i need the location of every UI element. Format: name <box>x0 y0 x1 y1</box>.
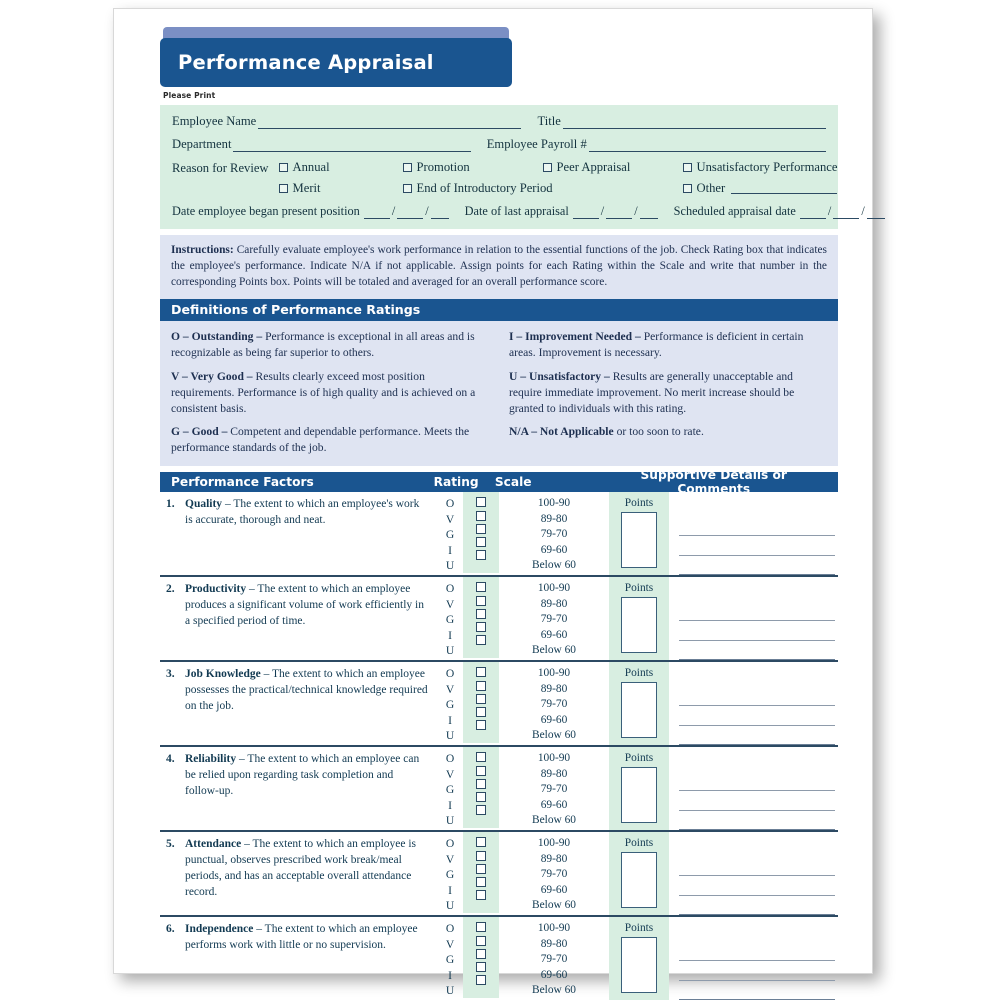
scale-value: 69-60 <box>540 543 568 556</box>
title-plate <box>160 27 838 100</box>
reason-option-peer-appraisal[interactable] <box>543 160 683 175</box>
points-label: Points <box>624 667 654 680</box>
date-slash: / <box>861 204 865 218</box>
factor-row <box>160 832 838 917</box>
comment-line-input[interactable] <box>679 556 835 576</box>
column-header-scale: Scale <box>494 475 532 490</box>
scale-cell <box>499 577 609 660</box>
scale-cell <box>499 832 609 915</box>
rating-checkbox-icon[interactable] <box>476 707 486 717</box>
scale-value: 100-90 <box>537 837 571 850</box>
scale-value: 69-60 <box>540 713 568 726</box>
checkbox-icon[interactable] <box>683 184 692 193</box>
definition-text: Performance is exceptional in all areas and is recognizable as being far superior to others. <box>171 329 475 359</box>
reason-label: Reason for Review <box>172 161 269 175</box>
points-label: Points <box>624 752 654 765</box>
name-title-row <box>172 114 826 129</box>
scale-value: Below 60 <box>532 644 576 657</box>
comment-line-input[interactable] <box>679 726 835 746</box>
column-header-comments: Supportive Details or Comments <box>640 468 787 497</box>
rating-cell <box>437 917 499 1000</box>
comment-line-input[interactable] <box>679 601 835 621</box>
reason-option-merit[interactable] <box>279 181 403 196</box>
factor-detail: – The extent to which an employee produces a significant volume of work efficiently in a specified period of time. <box>185 583 424 627</box>
rating-checkbox-icon[interactable] <box>476 877 486 887</box>
rating-letter: O <box>445 582 455 596</box>
rating-checkbox-icon[interactable] <box>476 681 486 691</box>
factor-text <box>185 497 429 575</box>
comment-line-input[interactable] <box>679 771 835 791</box>
date-year-blank[interactable] <box>640 207 658 219</box>
rating-letter: V <box>445 597 455 611</box>
employee-name-input[interactable] <box>258 117 521 129</box>
comments-spacer <box>679 747 835 771</box>
title-input[interactable] <box>563 117 826 129</box>
rating-letters <box>437 581 463 660</box>
scale-value: 100-90 <box>537 667 571 680</box>
reason-row-1 <box>279 160 838 175</box>
instructions-label: Instructions: <box>171 244 234 256</box>
scale-cell <box>499 747 609 830</box>
factor-row <box>160 577 838 662</box>
scale-value: Below 60 <box>532 984 576 997</box>
comment-line-input[interactable] <box>679 621 835 641</box>
rating-checkbox-icon[interactable] <box>476 837 486 847</box>
scale-value: 79-70 <box>540 613 568 626</box>
comment-line-input[interactable] <box>679 981 835 1000</box>
comment-line-input[interactable] <box>679 686 835 706</box>
points-label: Points <box>624 582 654 595</box>
points-cell <box>609 492 669 575</box>
comment-line-input[interactable] <box>679 811 835 831</box>
date-year-blank[interactable] <box>867 207 885 219</box>
rating-letter: G <box>445 783 455 797</box>
reason-option-label: Peer Appraisal <box>556 160 631 174</box>
factor-name: Independence <box>185 923 254 936</box>
date-month-blank[interactable] <box>573 207 599 219</box>
checkbox-icon[interactable] <box>279 163 288 172</box>
checkbox-icon[interactable] <box>279 184 288 193</box>
comment-line-input[interactable] <box>679 791 835 811</box>
rating-checkbox-column <box>463 577 499 658</box>
factor-number: 1. <box>166 498 175 511</box>
definitions-column-right <box>499 329 827 457</box>
scale-value: Below 60 <box>532 729 576 742</box>
factor-text <box>185 582 429 660</box>
comments-cell <box>669 917 838 1000</box>
factor-text <box>185 667 429 745</box>
points-cell <box>609 577 669 660</box>
rating-letter: U <box>445 644 455 658</box>
points-input[interactable] <box>621 852 657 908</box>
reason-option-label: Merit <box>292 181 321 195</box>
scale-value: 89-80 <box>540 512 568 525</box>
checkbox-icon[interactable] <box>683 163 692 172</box>
rating-letter: O <box>445 922 455 936</box>
scale-value: 69-60 <box>540 968 568 981</box>
rating-checkbox-icon[interactable] <box>476 609 486 619</box>
comments-spacer <box>679 917 835 941</box>
rating-letter: V <box>445 767 455 781</box>
reason-option-label: Annual <box>292 160 330 174</box>
reason-row-2 <box>279 181 838 196</box>
factor-name: Job Knowledge <box>185 668 261 681</box>
date-slash: / <box>391 204 396 218</box>
factor-detail: – The extent to which an employee can be relied upon regarding task completion and follow-up. <box>185 753 420 797</box>
checkbox-icon[interactable] <box>543 163 552 172</box>
factor-description-cell <box>160 917 437 1000</box>
points-input[interactable] <box>621 767 657 823</box>
scale-value: 69-60 <box>540 798 568 811</box>
reason-for-review-group <box>172 160 838 196</box>
scale-value: Below 60 <box>532 559 576 572</box>
rating-checkbox-column <box>463 832 499 913</box>
points-cell <box>609 832 669 915</box>
definition-improvement-needed <box>509 329 827 361</box>
page-title: Performance Appraisal <box>178 51 434 74</box>
rating-letters <box>437 921 463 1000</box>
scale-value: 79-70 <box>540 698 568 711</box>
reason-option-label: Promotion <box>416 160 470 174</box>
rating-letters <box>437 496 463 575</box>
rating-letter: O <box>445 497 455 511</box>
scale-value: 69-60 <box>540 628 568 641</box>
definition-very-good <box>171 369 485 417</box>
rating-checkbox-icon[interactable] <box>476 949 486 959</box>
reason-option-promotion[interactable] <box>403 160 543 175</box>
rating-checkbox-icon[interactable] <box>476 851 486 861</box>
factor-row <box>160 917 838 1000</box>
rating-checkbox-icon[interactable] <box>476 962 486 972</box>
scale-value: Below 60 <box>532 814 576 827</box>
factor-number: 6. <box>166 923 175 936</box>
factor-description-cell <box>160 662 437 745</box>
scale-cell <box>499 662 609 745</box>
definition-not-applicable <box>509 424 827 440</box>
rating-letter: U <box>445 814 455 828</box>
points-input[interactable] <box>621 682 657 738</box>
scale-cell <box>499 917 609 1000</box>
date-began-label: Date employee began present position <box>172 204 360 218</box>
date-scheduled-input[interactable] <box>800 204 885 219</box>
rating-checkbox-icon[interactable] <box>476 752 486 762</box>
rating-letter: V <box>445 682 455 696</box>
rating-checkbox-icon[interactable] <box>476 792 486 802</box>
factor-row <box>160 747 838 832</box>
rating-letter: G <box>445 613 455 627</box>
comment-line-input[interactable] <box>679 896 835 916</box>
scale-value: 100-90 <box>537 497 571 510</box>
definition-unsatisfactory <box>509 369 827 417</box>
date-day-blank[interactable] <box>833 207 859 219</box>
department-input[interactable] <box>233 140 470 152</box>
rating-checkbox-column <box>463 917 499 998</box>
factor-text <box>185 837 429 915</box>
reason-option-label: Other <box>696 181 726 195</box>
instructions-section <box>160 235 838 299</box>
definition-term: O – Outstanding – <box>171 329 263 343</box>
rating-letter: I <box>448 798 452 812</box>
comments-spacer <box>679 577 835 601</box>
rating-letters <box>437 751 463 830</box>
points-cell <box>609 917 669 1000</box>
rating-letter: O <box>445 667 455 681</box>
date-slash: / <box>827 204 832 218</box>
rating-letters <box>437 666 463 745</box>
rating-letter: I <box>448 713 452 727</box>
definition-term: V – Very Good – <box>171 369 253 383</box>
factor-name: Attendance <box>185 838 242 851</box>
date-last-label: Date of last appraisal <box>464 204 569 218</box>
rating-checkbox-icon[interactable] <box>476 922 486 932</box>
comment-line-input[interactable] <box>679 876 835 896</box>
reason-option-unsatisfactory-performance[interactable] <box>683 160 838 175</box>
factor-detail: – The extent to which an employee possesses the practical/technical knowledge required on the job. <box>185 668 428 712</box>
scale-value: 89-80 <box>540 597 568 610</box>
rating-letter: I <box>448 628 452 642</box>
reason-option-annual[interactable] <box>279 160 403 175</box>
definition-term: U – Unsatisfactory – <box>509 369 610 383</box>
scale-value: 100-90 <box>537 922 571 935</box>
factor-number: 4. <box>166 753 175 766</box>
rating-checkbox-icon[interactable] <box>476 582 486 592</box>
rating-checkbox-icon[interactable] <box>476 779 486 789</box>
factor-description-cell <box>160 832 437 915</box>
factor-number: 5. <box>166 838 175 851</box>
definition-good <box>171 424 485 456</box>
rating-letter: I <box>448 883 452 897</box>
points-cell <box>609 662 669 745</box>
definition-term: I – Improvement Needed – <box>509 329 641 343</box>
column-header-rating: Rating <box>433 475 479 490</box>
definitions-section <box>160 321 838 467</box>
payroll-input[interactable] <box>589 140 826 152</box>
definition-text: Results are generally unacceptable and require immediate improvement. No merit increase should be granted to individuals with this rating. <box>509 369 795 415</box>
points-input[interactable] <box>621 597 657 653</box>
scale-value: 79-70 <box>540 783 568 796</box>
title-bar <box>160 38 512 87</box>
rating-letter: V <box>445 852 455 866</box>
comments-spacer <box>679 492 835 516</box>
scale-value: Below 60 <box>532 899 576 912</box>
factor-detail: – The extent to which an employee is punctual, observes prescribed work break/meal periods, and has an acceptable overall attendance record. <box>185 838 417 898</box>
definitions-heading: Definitions of Performance Ratings <box>160 299 838 321</box>
comments-cell <box>669 662 838 745</box>
definition-term: G – Good – <box>171 425 228 439</box>
comment-line-input[interactable] <box>679 536 835 556</box>
rating-checkbox-icon[interactable] <box>476 667 486 677</box>
factor-number: 3. <box>166 668 175 681</box>
please-print-note: Please Print <box>163 91 216 100</box>
scale-value: 100-90 <box>537 582 571 595</box>
reason-option-end-of-introductory-period[interactable] <box>403 181 683 196</box>
rating-letter: G <box>445 698 455 712</box>
comments-spacer <box>679 832 835 856</box>
factor-row <box>160 492 838 577</box>
rating-letter: U <box>445 984 455 998</box>
factors-table-body <box>160 492 838 1000</box>
date-day-blank[interactable] <box>606 207 632 219</box>
rating-letter: U <box>445 729 455 743</box>
instructions-text: Carefully evaluate employee's work performance in relation to the essential functions of the job. Check Rating box that indicates the employee's performance. Indicate N/A if not applicable. Assign points for each Rating within the Scale and write that number in the corresponding Points box. Points will be totaled and averaged for an overall performance score. <box>171 244 827 289</box>
rating-letter: I <box>448 543 452 557</box>
date-slash: / <box>425 204 429 218</box>
rating-checkbox-icon[interactable] <box>476 550 486 560</box>
rating-checkbox-column <box>463 492 499 573</box>
date-day-blank[interactable] <box>397 207 423 219</box>
comment-line-input[interactable] <box>679 941 835 961</box>
column-header-factors: Performance Factors <box>171 475 314 490</box>
date-began-input[interactable] <box>364 204 449 219</box>
comment-line-input[interactable] <box>679 961 835 981</box>
rating-checkbox-icon[interactable] <box>476 596 486 606</box>
rating-checkbox-icon[interactable] <box>476 497 486 507</box>
rating-checkbox-icon[interactable] <box>476 622 486 632</box>
reason-option-other[interactable] <box>683 181 838 196</box>
rating-checkbox-icon[interactable] <box>476 890 486 900</box>
definition-text: Results clearly exceed most position requirements. Performance is of high quality and is achieved on a consistent basis. <box>171 369 476 415</box>
points-label: Points <box>624 922 654 935</box>
scale-value: 89-80 <box>540 852 568 865</box>
rating-cell <box>437 492 499 575</box>
factor-description-cell <box>160 492 437 575</box>
rating-cell <box>437 662 499 745</box>
rating-letter: O <box>445 752 455 766</box>
comments-cell <box>669 577 838 660</box>
department-payroll-row <box>172 137 826 152</box>
comments-cell <box>669 492 838 575</box>
scale-value: 79-70 <box>540 528 568 541</box>
checkbox-icon[interactable] <box>403 184 412 193</box>
rating-checkbox-icon[interactable] <box>476 975 486 985</box>
factor-text <box>185 752 429 830</box>
rating-letter: U <box>445 899 455 913</box>
comment-line-input[interactable] <box>679 856 835 876</box>
rating-checkbox-icon[interactable] <box>476 524 486 534</box>
comment-line-input[interactable] <box>679 641 835 661</box>
rating-letter: U <box>445 559 455 573</box>
date-scheduled-label: Scheduled appraisal date <box>673 204 796 218</box>
comments-cell <box>669 747 838 830</box>
factor-description-cell <box>160 747 437 830</box>
factor-row <box>160 662 838 747</box>
factor-detail: – The extent to which an employee's work is accurate, thorough and neat. <box>185 498 420 527</box>
rating-checkbox-icon[interactable] <box>476 511 486 521</box>
definition-text: Competent and dependable performance. Meets the performance standards of the job. <box>171 425 470 455</box>
rating-checkbox-column <box>463 662 499 743</box>
dates-row <box>172 204 865 219</box>
scale-value: 89-80 <box>540 767 568 780</box>
reason-option-label: End of Introductory Period <box>416 181 553 195</box>
rating-checkbox-icon[interactable] <box>476 805 486 815</box>
definition-text: or too soon to rate. <box>613 425 704 439</box>
scale-value: 100-90 <box>537 752 571 765</box>
comments-cell <box>669 832 838 915</box>
rating-letter: I <box>448 968 452 982</box>
rating-letter: O <box>445 837 455 851</box>
definition-outstanding <box>171 329 485 361</box>
rating-letter: G <box>445 953 455 967</box>
reason-options <box>279 160 838 196</box>
rating-checkbox-icon[interactable] <box>476 635 486 645</box>
points-cell <box>609 747 669 830</box>
date-slash: / <box>600 204 605 218</box>
date-month-blank[interactable] <box>364 207 390 219</box>
rating-checkbox-icon[interactable] <box>476 720 486 730</box>
scale-value: 79-70 <box>540 953 568 966</box>
scale-value: 89-80 <box>540 682 568 695</box>
factor-number: 2. <box>166 583 175 596</box>
date-month-blank[interactable] <box>800 207 826 219</box>
form-content <box>160 27 865 1000</box>
factor-detail: – The extent to which an employee performs work with little or no supervision. <box>185 923 418 952</box>
date-year-blank[interactable] <box>431 207 449 219</box>
factor-name: Reliability <box>185 753 237 766</box>
scale-value: 69-60 <box>540 883 568 896</box>
rating-letter: G <box>445 528 455 542</box>
rating-checkbox-icon[interactable] <box>476 694 486 704</box>
department-label: Department <box>172 137 232 151</box>
definition-text: Performance is deficient in certain areas. Improvement is necessary. <box>509 329 804 359</box>
reason-option-label: Unsatisfactory Performance <box>696 160 838 174</box>
factor-description-cell <box>160 577 437 660</box>
rating-checkbox-column <box>463 747 499 828</box>
definition-term: N/A – Not Applicable <box>509 425 614 439</box>
factor-text <box>185 922 429 1000</box>
employee-info-section <box>160 105 865 229</box>
rating-checkbox-icon[interactable] <box>476 864 486 874</box>
rating-checkbox-icon[interactable] <box>476 936 486 946</box>
definitions-column-left <box>171 329 499 457</box>
factor-name: Productivity <box>185 583 247 596</box>
date-slash: / <box>634 204 638 218</box>
factors-table-header <box>160 468 838 497</box>
scale-value: 79-70 <box>540 868 568 881</box>
rating-letter: G <box>445 868 455 882</box>
scale-cell <box>499 492 609 575</box>
rating-letters <box>437 836 463 915</box>
employee-name-label: Employee Name <box>172 114 257 128</box>
rating-cell <box>437 747 499 830</box>
rating-checkbox-icon[interactable] <box>476 766 486 776</box>
scale-value: 89-80 <box>540 937 568 950</box>
rating-letter: V <box>445 512 455 526</box>
other-reason-input[interactable] <box>731 183 837 194</box>
rating-letter: V <box>445 937 455 951</box>
rating-cell <box>437 832 499 915</box>
points-input[interactable] <box>621 512 657 568</box>
points-label: Points <box>624 837 654 850</box>
points-label: Points <box>624 497 654 510</box>
date-last-input[interactable] <box>573 204 658 219</box>
rating-cell <box>437 577 499 660</box>
points-input[interactable] <box>621 937 657 993</box>
comment-line-input[interactable] <box>679 706 835 726</box>
payroll-label: Employee Payroll # <box>486 137 587 151</box>
comment-line-input[interactable] <box>679 516 835 536</box>
rating-checkbox-icon[interactable] <box>476 537 486 547</box>
checkbox-icon[interactable] <box>403 163 412 172</box>
factor-name: Quality <box>185 498 223 511</box>
paper-sheet <box>113 8 873 998</box>
title-label: Title <box>537 114 561 128</box>
comments-spacer <box>679 662 835 686</box>
